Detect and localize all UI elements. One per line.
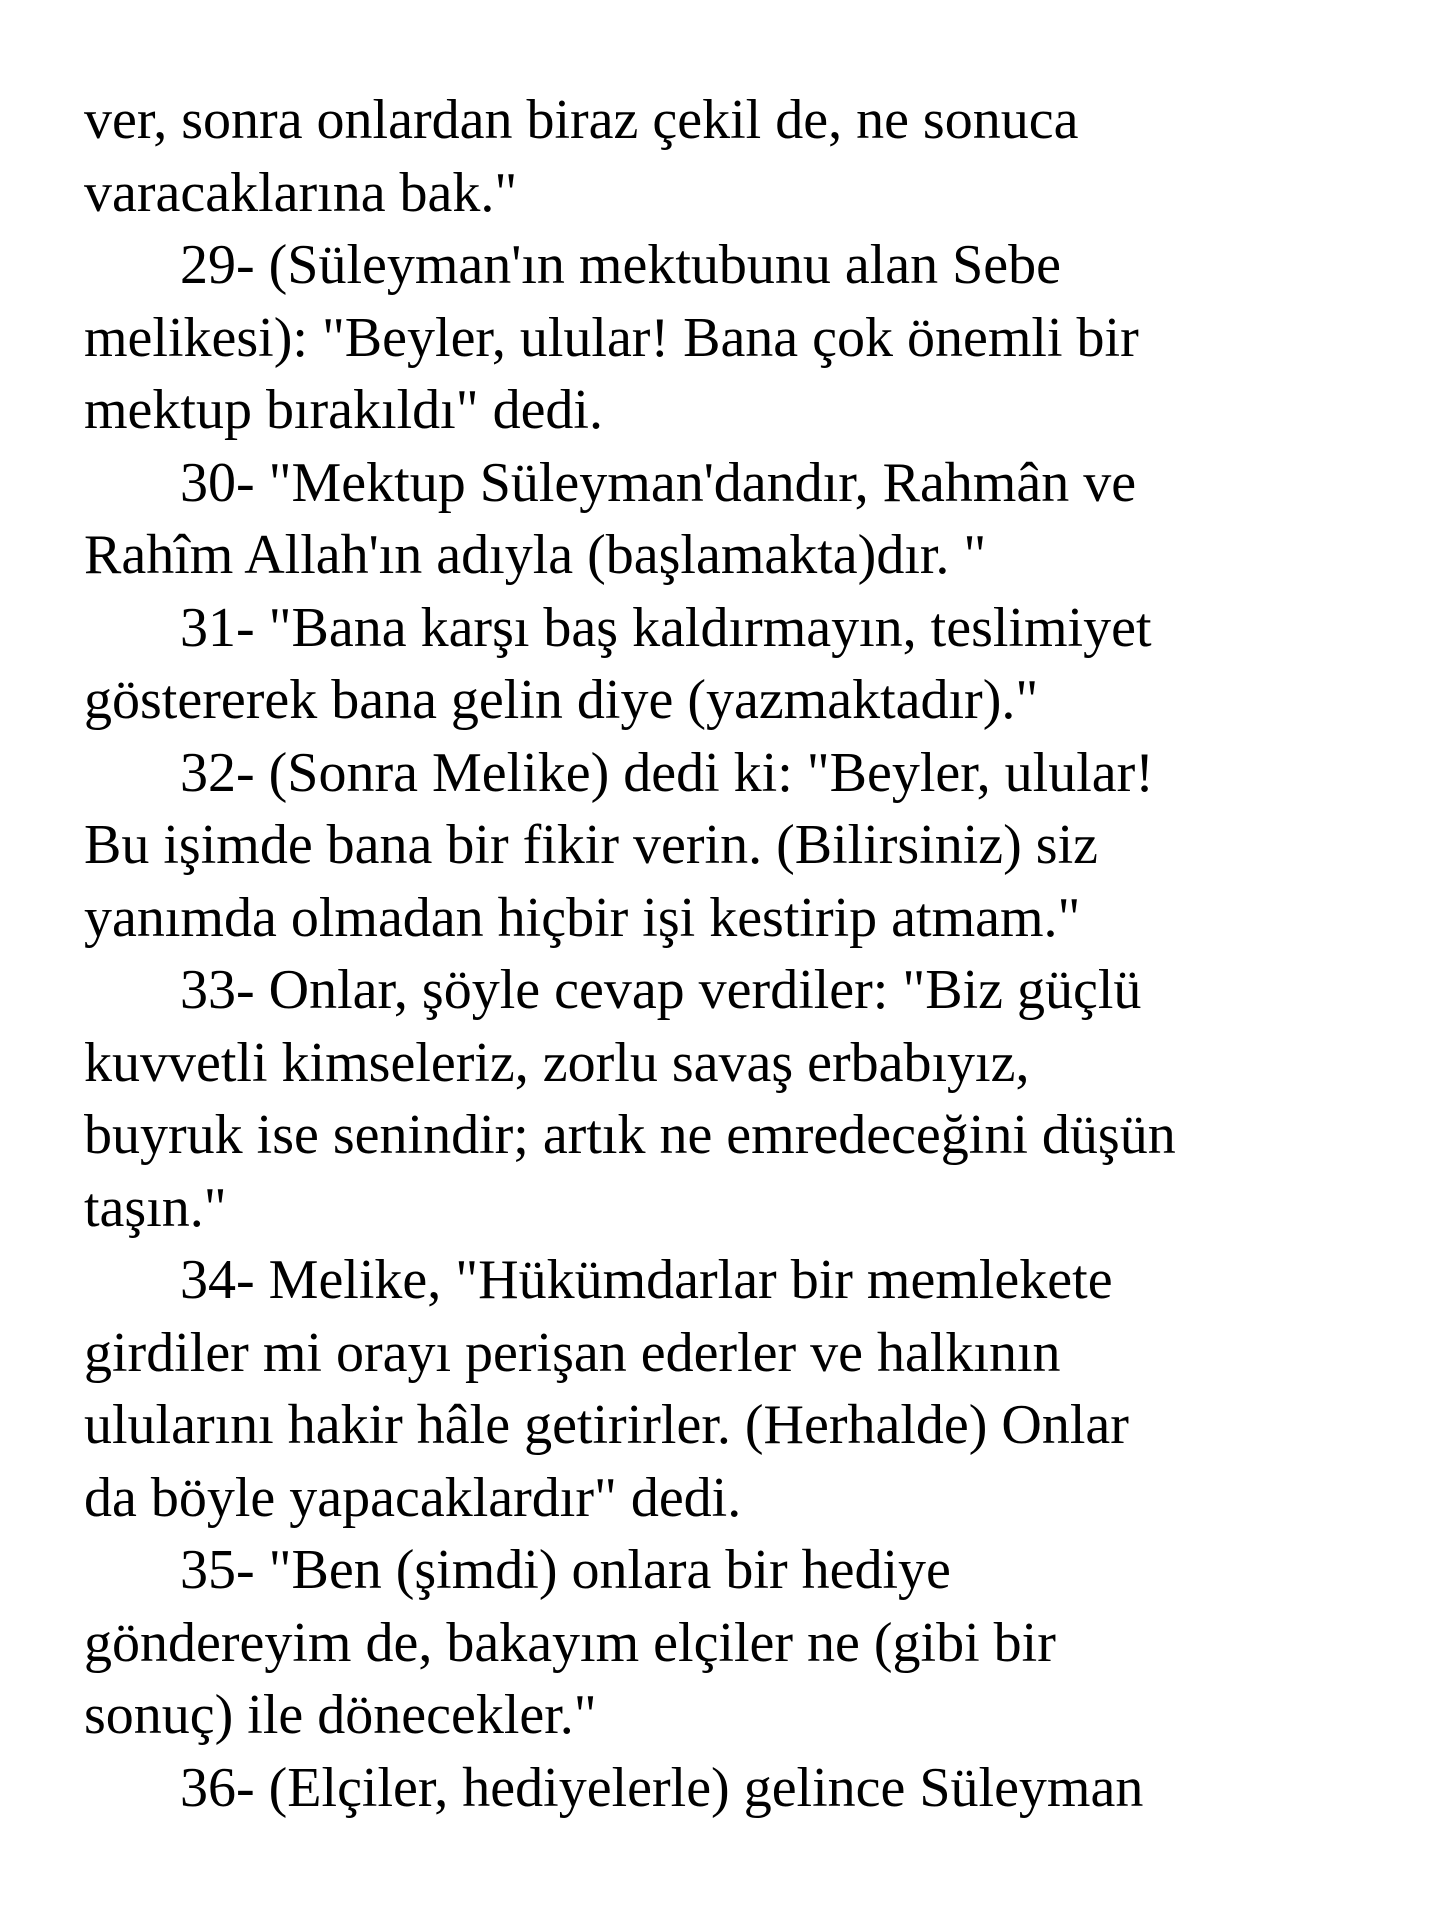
verse-line-36: 36- (Elçiler, hediyelerle) gelince Süleyman <box>180 1756 1144 1819</box>
text-line: da böyle yapacaklardır" dedi. <box>84 1466 742 1529</box>
verse-line-31: 31- "Bana karşı baş kaldırmayın, teslimiyet <box>180 596 1152 659</box>
text-line: Rahîm Allah'ın adıyla (başlamakta)dır. " <box>84 524 987 586</box>
text-line: göstererek bana gelin diye (yazmaktadır)." <box>84 669 1039 731</box>
verse-line-34: 34- Melike, "Hükümdarlar bir memlekete <box>180 1249 1113 1311</box>
text-line: göndereyim de, bakayım elçiler ne (gibi bir <box>84 1611 1056 1674</box>
verse-line-32: 32- (Sonra Melike) dedi ki: "Beyler, ulular! <box>180 741 1154 804</box>
text-line: yanımda olmadan hiçbir işi kestirip atmam." <box>84 886 1081 949</box>
verse-line-29: 29- (Süleyman'ın mektubunu alan Sebe <box>180 234 1062 296</box>
text-line: mektup bırakıldı" dedi. <box>84 379 603 441</box>
text-line: varacaklarına bak." <box>84 161 518 224</box>
document-page <box>84 84 1404 1824</box>
text-line: buyruk ise senindir; artık ne emredeceğini düşün <box>84 1104 1176 1166</box>
text-line: kuvvetli kimseleriz, zorlu savaş erbabıyız, <box>84 1031 1030 1094</box>
text-line: melikesi): "Beyler, ulular! Bana çok önemli bir <box>84 306 1139 369</box>
text-line: sonuç) ile dönecekler." <box>84 1684 597 1746</box>
verse-line-33: 33- Onlar, şöyle cevap verdiler: "Biz güçlü <box>180 959 1142 1021</box>
verse-line-30: 30- "Mektup Süleyman'dandır, Rahmân ve <box>180 451 1137 514</box>
verse-line-35: 35- "Ben (şimdi) onlara bir hediye <box>180 1539 951 1601</box>
text-line: Bu işimde bana bir fikir verin. (Bilirsiniz) siz <box>84 814 1099 876</box>
text-line: girdiler mi orayı perişan ederler ve halkının <box>84 1321 1061 1384</box>
text-line: ver, sonra onlardan biraz çekil de, ne sonuca <box>84 89 1079 151</box>
text-line: ulularını hakir hâle getirirler. (Herhalde) Onlar <box>84 1394 1129 1456</box>
text-line: taşın." <box>84 1176 227 1239</box>
